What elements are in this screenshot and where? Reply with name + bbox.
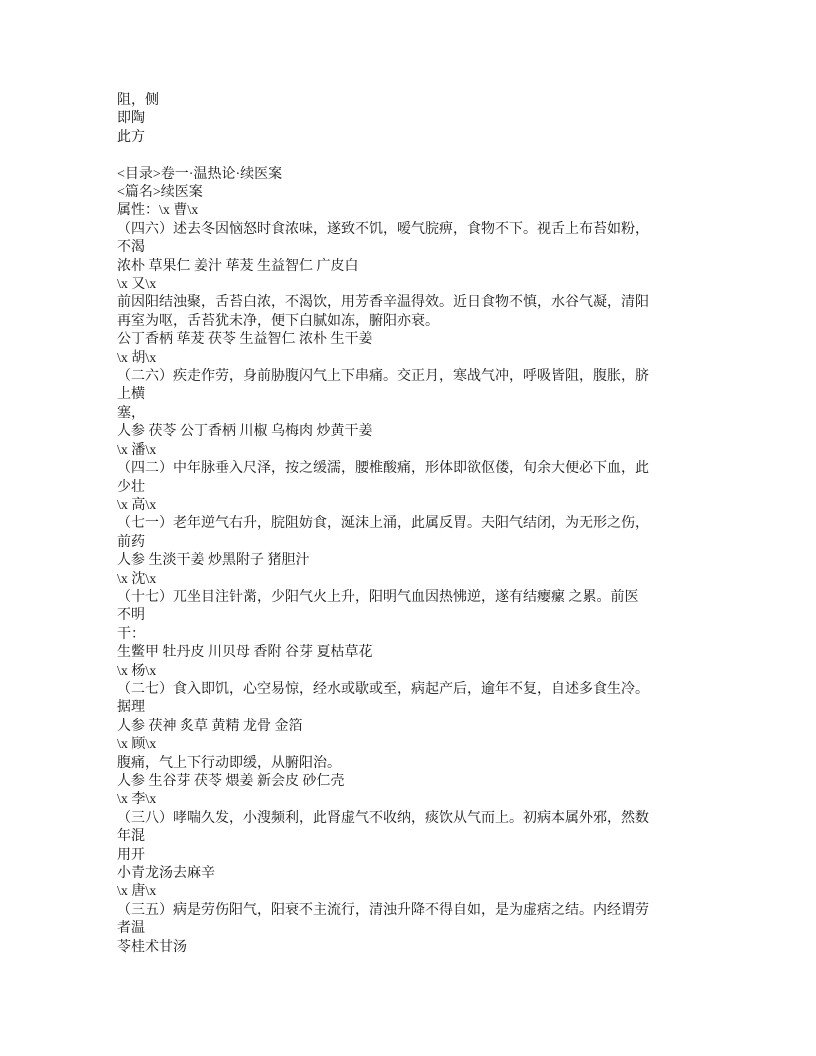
text-line: 不明	[117, 608, 145, 624]
text-line: 前因阳结浊聚，舌苔白浓，不渴饮，用芳香辛温得效。近日食物不慎，水谷气凝，清阳	[117, 295, 649, 311]
text-line: 阻，侧	[117, 93, 159, 108]
text-line: 塞，	[117, 405, 145, 421]
text-line: 人参 茯苓 公丁香柄 川椒 乌梅肉 炒黄干姜	[117, 424, 373, 440]
text-line: 即陶	[117, 111, 145, 127]
text-line: 人参 茯神 炙草 黄精 龙骨 金箔	[117, 718, 303, 734]
text-line: （二六）疾走作劳，身前胁腹闪气上下串痛。交正月，寒战气冲，呼吸皆阻，腹胀，脐	[117, 369, 649, 385]
text-line: 者温	[117, 921, 145, 937]
text-line: 腹痛，气上下行动即缓，从腑阳治。	[117, 755, 341, 771]
text-line: 苓桂术甘汤	[117, 939, 187, 955]
text-line: 生鳖甲 牡丹皮 川贝母 香附 谷芽 夏枯草花	[117, 645, 373, 661]
text-line: <目录>卷一·温热论·续医案	[117, 166, 283, 182]
text-line: 上横	[117, 387, 145, 403]
text-line: 小青龙汤去麻辛	[117, 866, 215, 882]
text-line: 干：	[117, 626, 145, 642]
text-line: 少壮	[117, 479, 145, 495]
text-line: \x 唐\x	[117, 884, 157, 900]
text-line: 人参 生谷芽 茯苓 煨姜 新会皮 砂仁壳	[117, 774, 345, 790]
text-line: 前药	[117, 534, 145, 550]
text-line: （十七）兀坐目注针黹，少阳气火上升，阳明气血因热怫逆，遂有结瘿瘰 之累。前医	[117, 589, 639, 605]
text-line: （四二）中年脉垂入尺泽，按之缓濡，腰椎酸痛，形体即欲伛偻，旬余大便必下血，此	[117, 461, 649, 477]
text-line: （四六）述去冬因恼怒时食浓味，遂致不饥，嗳气脘痹，食物不下。视舌上布苔如粉，	[117, 221, 649, 237]
text-line: （二七）食入即饥，心空易惊，经水或歇或至，病起产后，逾年不复，自述多食生冷。	[117, 681, 649, 697]
text-line: 人参 生淡干姜 炒黑附子 猪胆汁	[117, 553, 310, 569]
text-line: 年混	[117, 829, 145, 845]
text-line: 不渴	[117, 240, 145, 256]
text-line: <篇名>续医案	[117, 185, 203, 201]
text-line: 浓朴 草果仁 姜汁 荜茇 生益智仁 广皮白	[117, 258, 359, 274]
text-line: \x 沈\x	[117, 571, 157, 587]
text-block	[117, 92, 717, 957]
text-line	[117, 147, 717, 165]
text-line: 再室为呕，舌苔犹未净，便下白腻如冻，腑阳亦衰。	[117, 313, 439, 329]
text-line: 用开	[117, 847, 145, 863]
text-line: \x 顾\x	[117, 737, 157, 753]
text-line: \x 胡\x	[117, 350, 157, 366]
text-line: \x 潘\x	[117, 442, 157, 458]
text-line: \x 李\x	[117, 792, 157, 808]
text-line: （三五）病是劳伤阳气，阳衰不主流行，清浊升降不得自如，是为虚痞之结。内经谓劳	[117, 902, 649, 918]
text-line: 据理	[117, 700, 145, 716]
text-line: \x 杨\x	[117, 663, 157, 679]
text-line: 属性：\x 曹\x	[117, 203, 199, 219]
text-line: \x 高\x	[117, 497, 157, 513]
text-line: （三八）哮喘久发，小溲频利，此肾虚气不收纳，痰饮从气而上。初病本属外邪，然数	[117, 810, 649, 826]
text-line: \x 又\x	[117, 277, 157, 293]
text-line: 此方	[117, 129, 145, 145]
text-line: 公丁香柄 荜茇 茯苓 生益智仁 浓朴 生干姜	[117, 332, 373, 348]
text-line: （七一）老年逆气右升，脘阻妨食，涎沫上涌，此属反胃。夫阳气结闭，为无形之伤，	[117, 516, 649, 532]
